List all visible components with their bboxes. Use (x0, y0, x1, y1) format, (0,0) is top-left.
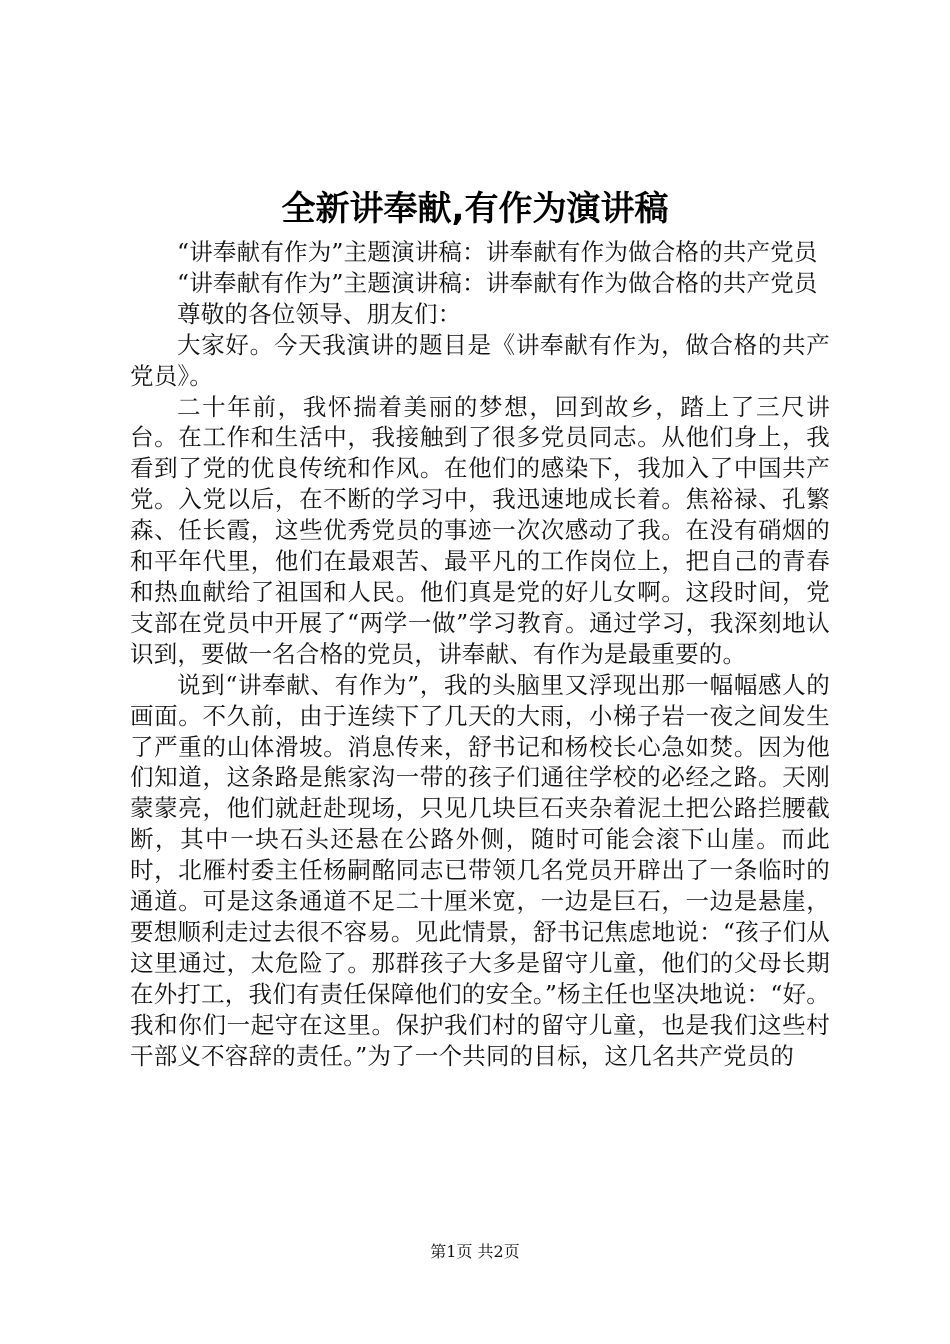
paragraph-body-1: 二十年前，我怀揣着美丽的梦想，回到故乡，踏上了三尺讲台。在工作和生活中，我接触到了很多党员同志。从他们身上，我看到了党的优良传统和作风。在他们的感染下，我加入了中国共产党。入党以后，在不断的学习中，我迅速地成长着。焦裕禄、孔繁森、任长霞，这些优秀党员的事迹一次次感动了我。在没有硝烟的和平年代里，他们在最艰苦、最平凡的工作岗位上，把自己的青春和热血献给了祖国和人民。他们真是党的好儿女啊。这段时间，党支部在党员中开展了“两学一做”学习教育。通过学习，我深刻地认识到，要做一名合格的党员，讲奉献、有作为是最重要的。 (130, 392, 830, 668)
document-body (130, 237, 830, 1071)
document-title: 全新讲奉献,有作为演讲稿 (281, 189, 669, 229)
paragraph-greeting: 大家好。今天我演讲的题目是《讲奉献有作为，做合格的共产党员》。 (130, 330, 830, 390)
paragraph-salutation: 尊敬的各位领导、朋友们： (177, 299, 462, 328)
paragraph-body-2: 说到“讲奉献、有作为”，我的头脑里又浮现出那一幅幅感人的画面。不久前，由于连续下了几天的大雨，小梯子岩一夜之间发生了严重的山体滑坡。消息传来，舒书记和杨校长心急如焚。因为他们知道，这条路是熊家沟一带的孩子们通往学校的必经之路。天刚蒙蒙亮，他们就赶赴现场，只见几块巨石夹杂着泥土把公路拦腰截断，其中一块石头还悬在公路外侧，随时可能会滚下山崖。而此时，北雁村委主任杨嗣酩同志已带领几名党员开辟出了一条临时的通道。可是这条通道不足二十厘米宽，一边是巨石，一边是悬崖，要想顺利走过去很不容易。见此情景，舒书记焦虑地说：“孩子们从这里通过，太危险了。那群孩子大多是留守儿童，他们的父母长期在外打工，我们有责任保障他们的安全。”杨主任也坚决地说：“好。我和你们一起守在这里。保护我们村的留守儿童，也是我们这些村干部义不容辞的责任。”为了一个共同的目标，这几名共产党员的 (130, 670, 830, 1070)
paragraph-heading-2: “讲奉献有作为”主题演讲稿：讲奉献有作为做合格的共产党员 (177, 268, 818, 297)
paragraph-heading-1: “讲奉献有作为”主题演讲稿：讲奉献有作为做合格的共产党员 (177, 238, 818, 266)
page-footer: 第1页 共2页 (430, 1242, 520, 1261)
